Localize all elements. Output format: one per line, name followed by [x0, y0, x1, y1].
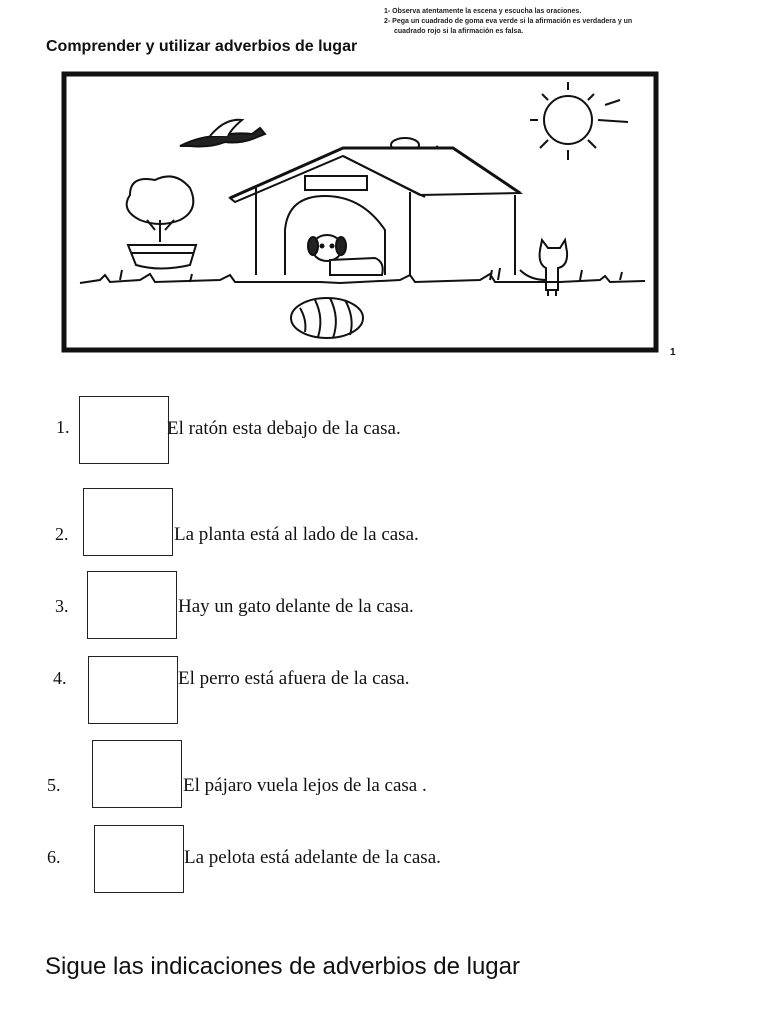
- statement-number: 1.: [56, 417, 70, 437]
- answer-box-4[interactable]: [88, 656, 178, 724]
- statement-text: La pelota está adelante de la casa.: [184, 847, 441, 868]
- instruction-line-3: cuadrado rojo si la afirmación es falsa.: [394, 28, 524, 35]
- worksheet-title: Comprender y utilizar adverbios de lugar: [46, 38, 358, 55]
- page-number: 1: [670, 347, 676, 358]
- statement-number: 5.: [47, 775, 61, 795]
- scene-illustration: [60, 70, 660, 355]
- statement-text: La planta está al lado de la casa.: [174, 524, 419, 545]
- statement-text: Hay un gato delante de la casa.: [178, 596, 414, 617]
- answer-box-5[interactable]: [92, 740, 182, 808]
- answer-box-6[interactable]: [94, 825, 184, 893]
- ball-icon: [291, 298, 363, 338]
- statement-number: 2.: [55, 524, 69, 544]
- statement-number: 4.: [53, 668, 67, 688]
- statement-text: El ratón esta debajo de la casa.: [167, 418, 401, 439]
- statement-text: El pájaro vuela lejos de la casa .: [183, 775, 427, 796]
- instructions: [384, 7, 760, 37]
- answer-box-3[interactable]: [87, 571, 177, 639]
- instruction-line-1: 1- Observa atentamente la escena y escucha las oraciones.: [384, 8, 582, 15]
- statement-text: El perro está afuera de la casa.: [178, 668, 410, 689]
- section-heading: Sigue las indicaciones de adverbios de lugar: [45, 953, 520, 980]
- statement-number: 3.: [55, 596, 69, 616]
- answer-box-1[interactable]: [79, 396, 169, 464]
- instruction-line-2: 2- Pega un cuadrado de goma eva verde si la afirmación es verdadera y un: [384, 18, 633, 25]
- answer-box-2[interactable]: [83, 488, 173, 556]
- statement-number: 6.: [47, 847, 61, 867]
